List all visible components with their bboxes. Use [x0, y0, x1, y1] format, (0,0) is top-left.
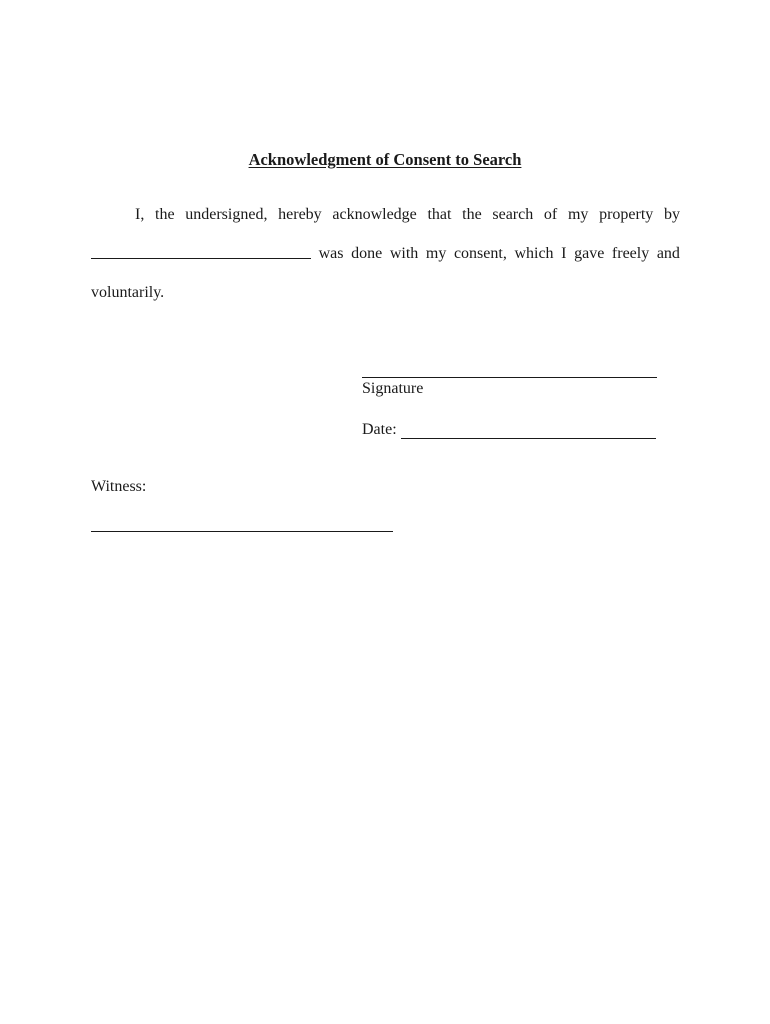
signature-line[interactable]	[362, 377, 657, 378]
body-word: my	[567, 206, 589, 223]
body-word: search	[492, 206, 534, 223]
body-line-1	[91, 206, 680, 224]
body-word: that	[427, 206, 452, 223]
body-word: my	[425, 245, 447, 262]
body-word: property	[599, 206, 654, 223]
body-word: consent,	[453, 245, 507, 262]
body-word: I	[561, 245, 567, 262]
date-row	[362, 421, 656, 439]
body-word: with	[389, 245, 419, 262]
body-word: the	[462, 206, 482, 223]
body-line-2	[91, 245, 680, 263]
body-word: of	[543, 206, 558, 223]
body-word: by	[663, 206, 680, 223]
date-label: Date:	[362, 421, 397, 438]
body-word: which	[514, 245, 554, 262]
body-word: was	[318, 245, 344, 262]
signature-label: Signature	[362, 380, 424, 397]
body-word: freely	[611, 245, 650, 262]
body-word: acknowledge	[332, 206, 417, 223]
body-word: and	[656, 245, 680, 262]
body-word: I,	[135, 206, 145, 223]
body-line-3: voluntarily.	[91, 284, 165, 301]
document-title: Acknowledgment of Consent to Search	[248, 150, 522, 169]
searcher-name-blank[interactable]	[91, 245, 311, 259]
body-word: done	[351, 245, 383, 262]
witness-label: Witness:	[91, 478, 147, 495]
body-word: the	[155, 206, 175, 223]
body-word: gave	[574, 245, 605, 262]
body-word: hereby	[278, 206, 322, 223]
body-word: undersigned,	[185, 206, 268, 223]
witness-signature-line[interactable]	[91, 531, 393, 532]
date-line[interactable]	[401, 422, 656, 439]
